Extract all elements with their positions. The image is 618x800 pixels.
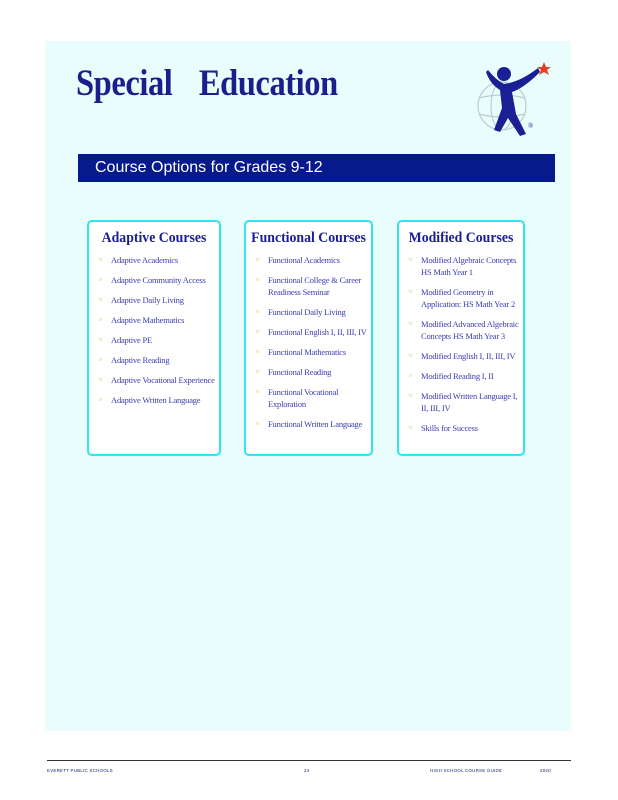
bullet-icon: ▫: [409, 255, 412, 264]
title-word-education: Education: [198, 63, 338, 104]
bullet-icon: ▫: [256, 419, 259, 428]
column-title: Functional Courses: [251, 230, 366, 246]
bullet-icon: ▫: [256, 347, 259, 356]
list-item: [99, 314, 215, 326]
bullet-icon: ▫: [99, 295, 102, 304]
bullet-icon: ▫: [99, 275, 102, 284]
bullet-icon: ▫: [99, 255, 102, 264]
bullet-icon: ▫: [256, 307, 259, 316]
course-name: Adaptive Community Access: [111, 275, 206, 285]
list-item: [99, 394, 215, 406]
footer-divider: [47, 760, 571, 761]
bullet-icon: ▫: [409, 371, 412, 380]
title-word-special: Special: [76, 63, 173, 104]
footer-year: 2020: [540, 768, 551, 773]
bullet-icon: ▫: [256, 367, 259, 376]
bullet-icon: ▫: [409, 319, 412, 328]
course-name: Functional Written Language: [268, 419, 363, 429]
course-list: [246, 254, 371, 430]
course-name: Functional College & Career Readiness Seminar: [268, 275, 362, 297]
list-item: [256, 306, 367, 318]
course-name: Adaptive Academics: [111, 255, 178, 265]
functional-courses-box: [244, 220, 373, 456]
list-item: [256, 386, 367, 410]
course-name: Functional Daily Living: [268, 307, 346, 317]
list-item: [409, 286, 519, 310]
list-item: [256, 418, 367, 430]
course-name: Adaptive Daily Living: [111, 295, 184, 305]
footer-guide-title: HIGH SCHOOL COURSE GUIDE: [430, 768, 503, 773]
list-item: [256, 346, 367, 358]
list-item: [99, 354, 215, 366]
course-name: Adaptive Vocational Experience: [111, 375, 215, 385]
course-name: Modified Written Language I, II, III, IV: [421, 391, 518, 413]
bullet-icon: ▫: [99, 395, 102, 404]
course-name: Functional Reading: [268, 367, 332, 377]
course-name: Modified Reading I, II: [421, 371, 494, 381]
list-item: [256, 326, 367, 338]
bullet-icon: ▫: [99, 375, 102, 384]
course-name: Modified Advanced Algebraic Concepts HS Math Year 3: [421, 319, 519, 341]
list-item: [409, 350, 519, 362]
list-item: [99, 334, 215, 346]
list-item: [409, 422, 519, 434]
bullet-icon: ▫: [256, 327, 259, 336]
column-title: Adaptive Courses: [101, 230, 207, 246]
list-item: [409, 370, 519, 382]
list-item: [409, 318, 519, 342]
course-list: [399, 254, 523, 434]
bullet-icon: ▫: [409, 287, 412, 296]
section-banner: Course Options for Grades 9-12: [78, 154, 555, 182]
list-item: [409, 390, 519, 414]
bullet-icon: ▫: [99, 315, 102, 324]
list-item: [99, 274, 215, 286]
footer-page-number: 24: [304, 768, 310, 773]
list-item: [256, 366, 367, 378]
bullet-icon: ▫: [99, 335, 102, 344]
bullet-icon: ▫: [256, 255, 259, 264]
course-name: Adaptive PE: [111, 335, 153, 345]
bullet-icon: ▫: [99, 355, 102, 364]
course-name: Functional Academics: [268, 255, 340, 265]
course-name: Adaptive Reading: [111, 355, 170, 365]
adaptive-courses-box: [87, 220, 221, 456]
modified-courses-box: [397, 220, 525, 456]
course-name: Functional Vocational Exploration: [268, 387, 339, 409]
list-item: [99, 294, 215, 306]
course-name: Skills for Success: [421, 423, 478, 433]
list-item: [409, 254, 519, 278]
list-item: [99, 374, 215, 386]
course-name: Modified Geometry in Application: HS Math Year 2: [421, 287, 515, 309]
course-list: [89, 254, 219, 406]
page-title: [76, 62, 338, 105]
list-item: [99, 254, 215, 266]
course-name: Adaptive Written Language: [111, 395, 201, 405]
bullet-icon: ▫: [409, 391, 412, 400]
bullet-icon: ▫: [256, 275, 259, 284]
bullet-icon: ▫: [409, 351, 412, 360]
list-item: [256, 274, 367, 298]
svg-text:®: ®: [528, 122, 534, 130]
course-name: Modified Algebraic Concepts HS Math Year 1: [421, 255, 517, 277]
course-name: Adaptive Mathematics: [111, 315, 185, 325]
list-item: [256, 254, 367, 266]
footer-district: EVERETT PUBLIC SCHOOLS: [47, 768, 113, 773]
reaching-figure-globe-star-icon: [474, 56, 558, 140]
column-title: Modified Courses: [408, 230, 514, 246]
bullet-icon: ▫: [409, 423, 412, 432]
course-name: Functional Mathematics: [268, 347, 346, 357]
course-name: Functional English I, II, III, IV: [268, 327, 367, 337]
bullet-icon: ▫: [256, 387, 259, 396]
course-name: Modified English I, II, III, IV: [421, 351, 516, 361]
